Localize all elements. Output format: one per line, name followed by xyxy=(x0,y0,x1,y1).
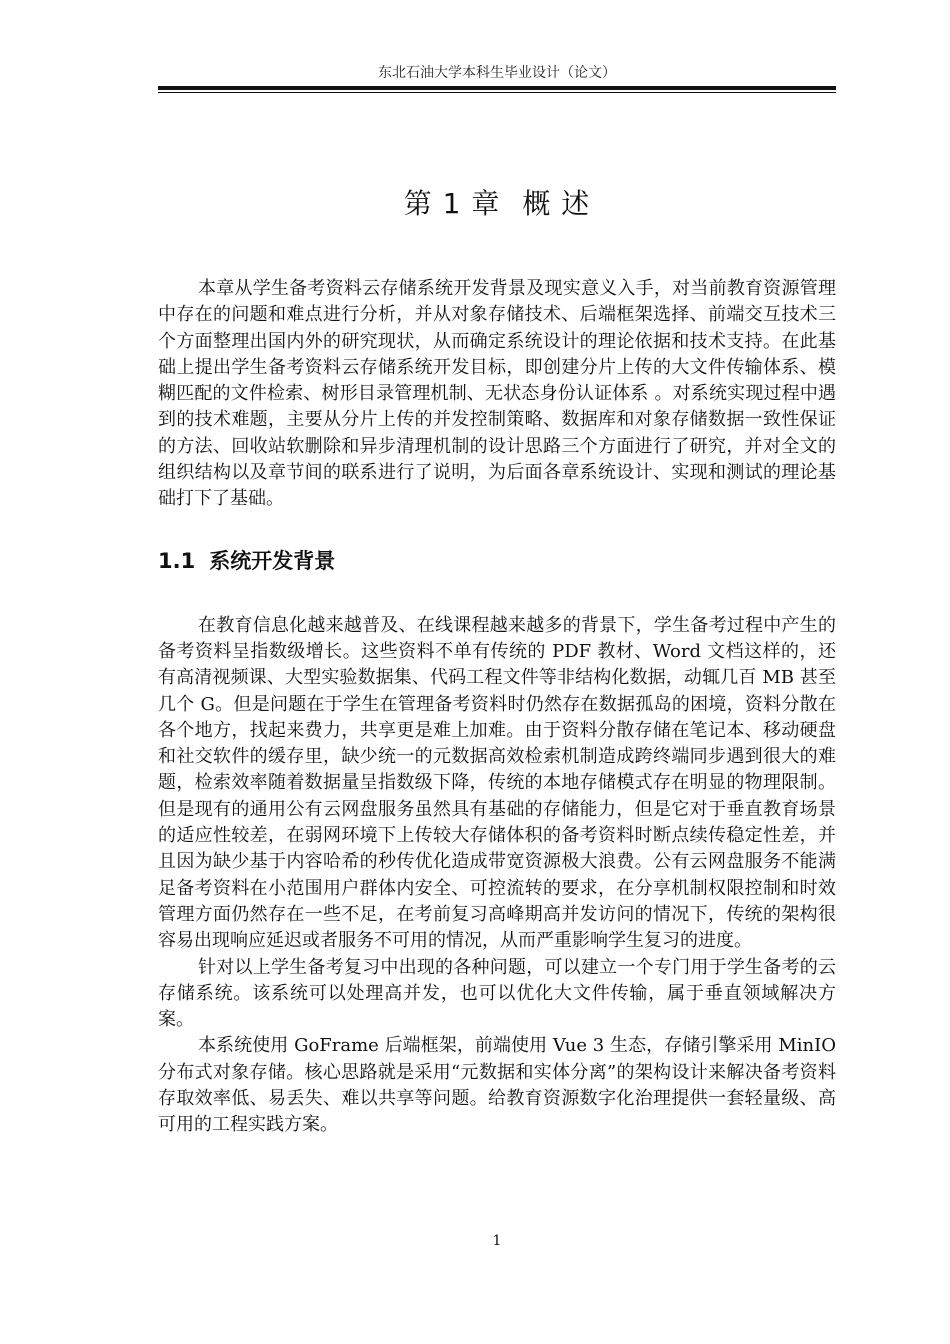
chapter-label: 第 1 章 xyxy=(403,187,501,220)
page-number: 1 xyxy=(492,1233,502,1249)
header-rule-thin xyxy=(158,92,836,93)
section-title: 系统开发背景 xyxy=(209,548,336,573)
running-header: 东北石油大学本科生毕业设计（论文） xyxy=(378,65,616,81)
intro-paragraph: 本章从学生备考资料云存储系统开发背景及现实意义入手，对当前教育资源管理中存在的问题和难点进行分析，并从对象存储技术、后端框架选择、前端交互技术三个方面整理出国内外的研究现状，从而确定系统设计的理论依据和技术支持。在此基础上提出学生备考资料云存储系统开发目标，即创建分片上传的大文件传输体系、模糊匹配的文件检索、树形目录管理机制、无状态身份认证体系 。对系统实现过程中遇到的技术难题，主要从分片上传的并发控制策略、数据库和对象存储数据一致性保证的方法、回收站软删除和异步清理机制的设计思路三个方面进行了研究，并对全文的组织结构以及章节间的联系进行了说明，为后面各章系统设计、实现和测试的理论基础打下了基础。 xyxy=(158,278,836,510)
section-paragraph: 在教育信息化越来越普及、在线课程越来越多的背景下，学生备考过程中产生的备考资料呈指数级增长。这些资料不单有传统的 PDF 教材、Word 文档这样的，还有高清视频课、大型实验数据集、代码工程文件等非结构化数据，动辄几百 MB 甚至几个 G。但是问题在于学生在管理备考资料时仍然存在数据孤岛的困境，资料分散在各个地方，找起来费力，共享更是难上加难。由于资料分散存储在笔记本、移动硬盘和社交软件的缓存里，缺少统一的元数据高效检索机制造成跨终端同步遇到很大的难题，检索效率随着数据量呈指数级下降，传统的本地存储模式存在明显的物理限制。但是现有的通用公有云网盘服务虽然具有基础的存储能力，但是它对于垂直教育场景的适应性较差，在弱网环境下上传较大存储体积的备考资料时断点续传稳定性差，并且因为缺少基于内容哈希的秒传优化造成带宽资源极大浪费。公有云网盘服务不能满足备考资料在小范围用户群体内安全、可控流转的要求，在分享机制权限控制和时效管理方面仍然存在一些不足，在考前复习高峰期高并发访问的情况下，传统的架构很容易出现响应延迟或者服务不可用的情况，从而严重影响学生复习的进度。 xyxy=(158,614,836,952)
section-number: 1.1 xyxy=(158,548,196,573)
section-paragraph: 针对以上学生备考复习中出现的各种问题，可以建立一个专门用于学生备考的云存储系统。该系统可以处理高并发，也可以优化大文件传输，属于垂直领域解决方案。 xyxy=(158,956,836,1031)
header-rule-thick xyxy=(158,86,836,90)
section-heading xyxy=(158,547,836,575)
section-paragraph: 本系统使用 GoFrame 后端框架，前端使用 Vue 3 生态，存储引擎采用 MinIO 分布式对象存储。核心思路就是采用“元数据和实体分离”的架构设计来解决备考资料存取效率低、易丢失、难以共享等问题。给教育资源数字化治理提供一套轻量级、高可用的工程实践方案。 xyxy=(158,1035,836,1136)
body-content xyxy=(158,276,836,1139)
chapter-name: 概 述 xyxy=(522,187,591,220)
chapter-title xyxy=(158,186,836,222)
